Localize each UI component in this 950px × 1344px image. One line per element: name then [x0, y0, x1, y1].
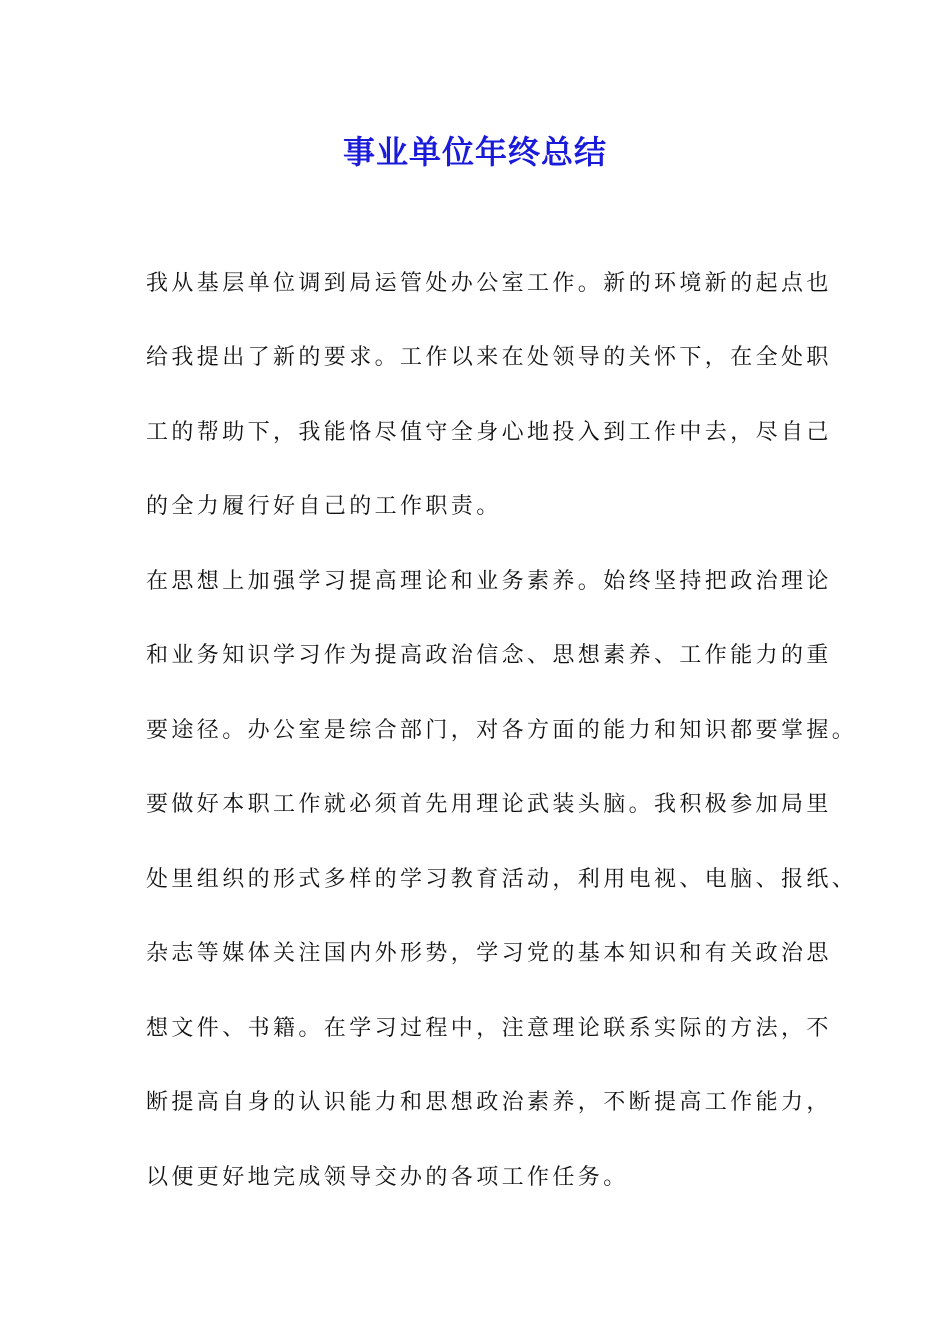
body-line-9: 处里组织的形式多样的学习教育活动，利用电视、电脑、报纸、 — [146, 867, 858, 892]
body-line-11: 想文件、书籍。在学习过程中，注意理论联系实际的方法，不 — [146, 1016, 832, 1041]
body-line-4: 的全力履行好自己的工作职责。 — [146, 494, 502, 519]
body-line-13: 以便更好地完成领导交办的各项工作任务。 — [146, 1165, 629, 1190]
body-line-5: 在思想上加强学习提高理论和业务素养。始终坚持把政治理论 — [146, 569, 832, 594]
body-line-3: 工的帮助下，我能恪尽值守全身心地投入到工作中去，尽自己 — [146, 420, 832, 445]
document-title: 事业单位年终总结 — [342, 133, 607, 171]
body-line-12: 断提高自身的认识能力和思想政治素养，不断提高工作能力， — [146, 1090, 832, 1115]
body-line-6: 和业务知识学习作为提高政治信念、思想素养、工作能力的重 — [146, 643, 832, 668]
body-line-1: 我从基层单位调到局运管处办公室工作。新的环境新的起点也 — [146, 271, 832, 296]
body-line-2: 给我提出了新的要求。工作以来在处领导的关怀下，在全处职 — [146, 345, 832, 370]
body-line-7: 要途径。办公室是综合部门，对各方面的能力和知识都要掌握。 — [146, 718, 858, 743]
body-line-8: 要做好本职工作就必须首先用理论武装头脑。我积极参加局里 — [146, 792, 832, 817]
body-line-10: 杂志等媒体关注国内外形势，学习党的基本知识和有关政治思 — [146, 941, 832, 966]
